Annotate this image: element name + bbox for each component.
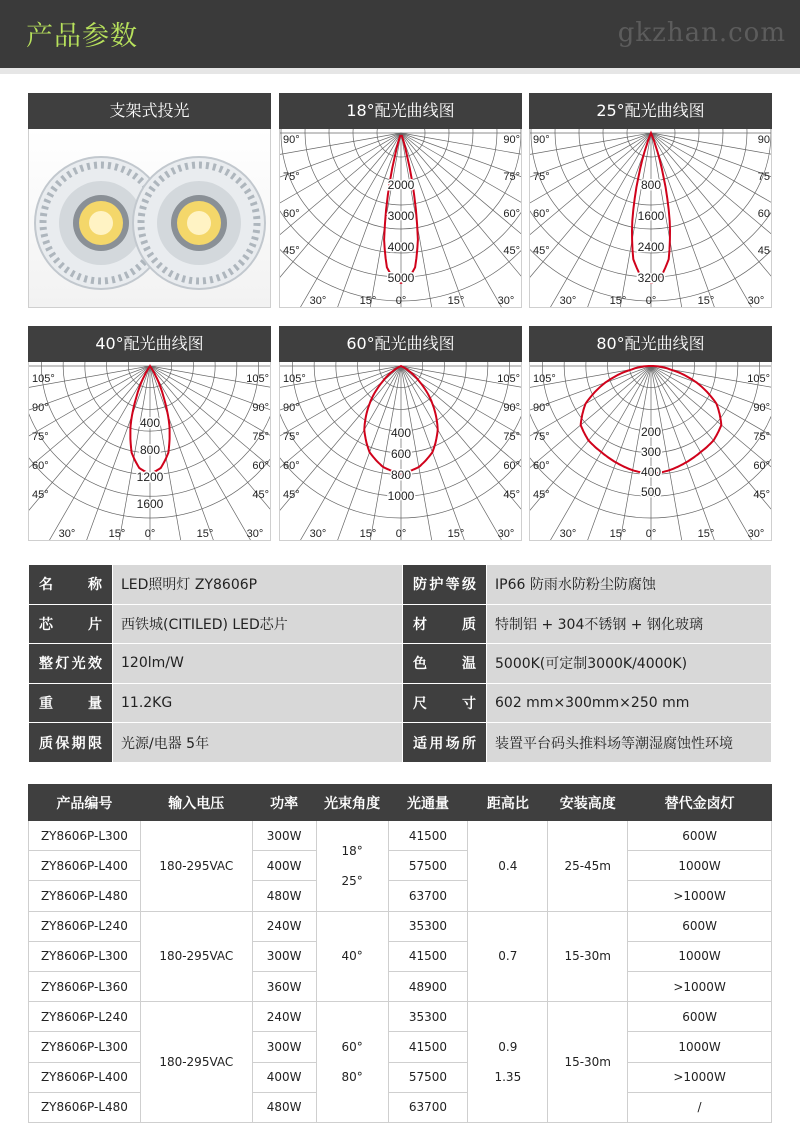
replacement-cell: >1000W [628,1062,772,1092]
angle-label-left: 75° [32,431,49,443]
power-cell: 400W [252,1062,316,1092]
radial-value-label: 3000 [387,209,415,223]
replacement-cell: / [628,1092,772,1122]
spec-value: LED照明灯 ZY8606P [113,565,403,605]
spec-key: 芯片 [29,604,113,644]
angle-label-left: 90° [533,134,550,146]
radial-value-label: 400 [139,416,161,430]
beam-angle-cell-value: 40° [341,949,363,964]
angle-label-bottom: 30° [309,528,327,540]
beam-angle-cell [316,1002,388,1123]
radial-value-label: 400 [640,465,662,479]
angle-label-bottom: 0° [395,528,407,540]
flux-cell: 41500 [388,1032,468,1062]
angle-label-left: 105° [32,373,55,385]
spec-key: 防护等级 [403,565,487,605]
beam-angle-cell-value: 80° [341,1070,363,1084]
angle-label-right: 75° [503,431,520,443]
panel-curve-25 [529,93,772,308]
model-cell: ZY8606P-L400 [29,1062,141,1092]
spec-key: 适用场所 [403,723,487,763]
spec-value: 装置平台码头推料场等潮湿腐蚀性环境 [487,723,772,763]
spec-key: 尺寸 [403,683,487,723]
polar-chart-svg [29,362,271,541]
column-header: 输入电压 [140,785,252,821]
angle-label-left: 75° [283,431,300,443]
ratio-cell [468,1002,548,1123]
product-table [28,784,772,1123]
model-cell: ZY8606P-L480 [29,881,141,911]
model-cell: ZY8606P-L300 [29,821,141,851]
angle-label-left: 45° [533,245,550,257]
spec-key: 名称 [29,565,113,605]
column-header: 功率 [252,785,316,821]
angle-label-right: 90° [503,134,520,146]
ratio-cell [468,911,548,1002]
angle-label-left: 60° [283,460,300,472]
panel-curve-18 [279,93,522,308]
spec-row [29,683,772,723]
model-cell: ZY8606P-L300 [29,1032,141,1062]
flux-cell: 57500 [388,1062,468,1092]
angle-label-left: 90° [283,402,300,414]
angle-label-right: 60° [753,460,770,472]
angle-label-left: 90° [533,402,550,414]
flux-cell: 63700 [388,881,468,911]
height-cell: 15-30m [548,1002,628,1123]
angle-label-bottom: 15° [359,295,377,307]
radial-value-label: 1600 [637,209,665,223]
angle-label-right: 90° [753,402,770,414]
flux-cell: 41500 [388,821,468,851]
power-cell: 480W [252,1092,316,1122]
height-cell: 25-45m [548,821,628,912]
angle-label-right: 45° [753,489,770,501]
column-header: 光束角度 [316,785,388,821]
radial-value-label: 500 [640,485,662,499]
angle-label-bottom: 30° [309,295,327,307]
column-header: 安装高度 [548,785,628,821]
angle-label-right: 90° [252,402,269,414]
spec-key: 质保期限 [29,723,113,763]
spec-row [29,723,772,763]
power-cell: 300W [252,1032,316,1062]
spec-key: 色温 [403,644,487,684]
angle-label-bottom: 15° [697,528,715,540]
replacement-cell: 600W [628,821,772,851]
angle-label-right: 45° [252,489,269,501]
spec-key: 材质 [403,604,487,644]
flux-cell: 41500 [388,941,468,971]
table-row [29,941,772,971]
panel-title: 25°配光曲线图 [529,93,772,129]
table-row [29,1092,772,1122]
panel-title: 18°配光曲线图 [279,93,522,129]
table-row [29,881,772,911]
table-row [29,821,772,851]
angle-label-bottom: 30° [58,528,76,540]
spec-value: 光源/电器 5年 [113,723,403,763]
angle-label-bottom: 30° [559,295,577,307]
angle-label-bottom: 15° [447,528,465,540]
angle-label-left: 75° [283,171,300,183]
floodlight-illustration [29,129,271,308]
angle-label-right: 105° [497,373,520,385]
table-row [29,911,772,941]
beam-angle-cell [316,821,388,912]
angle-label-right: 60° [503,208,520,220]
angle-label-bottom: 30° [559,528,577,540]
panel-title: 40°配光曲线图 [28,326,271,362]
angle-label-left: 60° [32,460,49,472]
column-header: 光通量 [388,785,468,821]
polar-chart-svg [530,129,772,308]
angle-label-bottom: 15° [359,528,377,540]
table-row [29,1032,772,1062]
ratio-cell-value: 0.4 [498,858,518,873]
model-cell: ZY8606P-L400 [29,851,141,881]
power-cell: 360W [252,971,316,1001]
angle-label-left: 105° [283,373,306,385]
panel-curve-40 [28,326,271,541]
page-header [0,0,800,68]
beam-angle-cell-value: 18° [341,843,363,858]
radial-value-label: 2400 [637,240,665,254]
radial-value-label: 2000 [387,178,415,192]
angle-label-bottom: 15° [447,295,465,307]
radial-value-label: 1000 [387,489,415,503]
polar-chart-svg [280,129,522,308]
ratio-cell-value: 1.35 [494,1070,522,1084]
ratio-cell-value: 0.7 [498,949,518,964]
angle-label-right: 90° [503,402,520,414]
angle-label-left: 75° [533,431,550,443]
replacement-cell: 1000W [628,851,772,881]
angle-label-bottom: 0° [645,528,657,540]
angle-label-left: 45° [533,489,550,501]
replacement-cell: >1000W [628,971,772,1001]
polar-chart-80 [529,362,772,541]
replacement-cell: 1000W [628,1032,772,1062]
angle-label-bottom: 30° [497,528,515,540]
power-cell: 300W [252,941,316,971]
angle-label-right: 60° [252,460,269,472]
model-cell: ZY8606P-L480 [29,1092,141,1122]
angle-label-left: 60° [533,460,550,472]
voltage-cell: 180-295VAC [140,911,252,1002]
angle-label-bottom: 15° [108,528,126,540]
spec-value: 11.2KG [113,683,403,723]
column-header: 替代金卤灯 [628,785,772,821]
polar-chart-svg [530,362,772,541]
spec-row [29,604,772,644]
replacement-cell: >1000W [628,881,772,911]
angle-label-left: 45° [32,489,49,501]
spec-row [29,565,772,605]
radial-value-label: 800 [139,443,161,457]
panel-curve-60 [279,326,522,541]
replacement-cell: 600W [628,911,772,941]
polar-chart-25 [529,129,772,308]
radial-value-label: 4000 [387,240,415,254]
angle-label-left: 45° [283,489,300,501]
angle-label-right: 75° [753,431,770,443]
angle-label-left: 60° [283,208,300,220]
panel-title: 60°配光曲线图 [279,326,522,362]
angle-label-bottom: 0° [144,528,156,540]
height-cell: 15-30m [548,911,628,1002]
angle-label-bottom: 15° [609,528,627,540]
polar-chart-svg [280,362,522,541]
beam-angle-cell [316,911,388,1002]
polar-chart-18 [279,129,522,308]
column-header: 产品编号 [29,785,141,821]
voltage-cell: 180-295VAC [140,1002,252,1123]
angle-label-left: 45° [283,245,300,257]
header-divider [0,68,800,74]
spec-value: 602 mm×300mm×250 mm [487,683,772,723]
radial-value-label: 1200 [136,470,164,484]
angle-label-bottom: 15° [196,528,214,540]
replacement-cell: 1000W [628,941,772,971]
angle-label-left: 90° [283,134,300,146]
power-cell: 240W [252,1002,316,1032]
angle-label-left: 60° [533,208,550,220]
flux-cell: 57500 [388,851,468,881]
product-photo [28,129,271,308]
angle-label-right: 75 [757,171,770,183]
angle-label-bottom: 15° [697,295,715,307]
page-title: 产品参数 [26,21,138,52]
angle-label-bottom: 30° [747,528,765,540]
polar-chart-60 [279,362,522,541]
angle-label-bottom: 30° [747,295,765,307]
angle-label-left: 90° [32,402,49,414]
panel-curve-80 [529,326,772,541]
flux-cell: 63700 [388,1092,468,1122]
panel-title: 80°配光曲线图 [529,326,772,362]
model-cell: ZY8606P-L240 [29,1002,141,1032]
beam-angle-cell-value: 60° [341,1040,363,1054]
voltage-cell: 180-295VAC [140,821,252,912]
table-row [29,851,772,881]
model-cell: ZY8606P-L360 [29,971,141,1001]
radial-value-label: 300 [640,445,662,459]
spec-key: 整灯光效 [29,644,113,684]
beam-angle-cell-value: 25° [341,873,363,888]
spec-value: 特制铝 + 304不锈钢 + 钢化玻璃 [487,604,772,644]
panel-product-photo [28,93,271,308]
angle-label-right: 75° [252,431,269,443]
radial-value-label: 800 [390,468,412,482]
angle-label-bottom: 0° [645,295,657,307]
power-cell: 400W [252,851,316,881]
panel-title: 支架式投光 [28,93,271,129]
power-cell: 240W [252,911,316,941]
angle-label-right: 60° [503,460,520,472]
model-cell: ZY8606P-L300 [29,941,141,971]
flux-cell: 35300 [388,911,468,941]
radial-value-label: 200 [640,425,662,439]
replacement-cell: 600W [628,1002,772,1032]
radial-value-label: 3200 [637,271,665,285]
ratio-cell [468,821,548,912]
spec-row [29,644,772,684]
angle-label-bottom: 30° [246,528,264,540]
spec-value: 120lm/W [113,644,403,684]
power-cell: 480W [252,881,316,911]
spec-value: 西铁城(CITILED) LED芯片 [113,604,403,644]
watermark: gkzhan.com [617,18,786,48]
angle-label-right: 60 [757,208,770,220]
table-row [29,1002,772,1032]
table-row [29,1062,772,1092]
power-cell: 300W [252,821,316,851]
flux-cell: 48900 [388,971,468,1001]
radial-value-label: 1600 [136,497,164,511]
angle-label-left: 75° [533,171,550,183]
angle-label-right: 105° [747,373,770,385]
polar-chart-40 [28,362,271,541]
angle-label-bottom: 15° [609,295,627,307]
spec-value: IP66 防雨水防粉尘防腐蚀 [487,565,772,605]
angle-label-right: 45 [757,245,770,257]
spec-value: 5000K(可定制3000K/4000K) [487,644,772,684]
angle-label-bottom: 0° [395,295,407,307]
radial-value-label: 600 [390,447,412,461]
column-header: 距高比 [468,785,548,821]
flux-cell: 35300 [388,1002,468,1032]
angle-label-right: 45° [503,245,520,257]
angle-label-right: 45° [503,489,520,501]
spec-table [28,564,772,763]
angle-label-right: 105° [246,373,269,385]
model-cell: ZY8606P-L240 [29,911,141,941]
angle-label-right: 75° [503,171,520,183]
radial-value-label: 400 [390,426,412,440]
radial-value-label: 800 [640,178,662,192]
spec-key: 重量 [29,683,113,723]
angle-label-left: 105° [533,373,556,385]
ratio-cell-value: 0.9 [498,1040,518,1054]
angle-label-right: 90 [757,134,770,146]
table-row [29,971,772,1001]
radial-value-label: 5000 [387,271,415,285]
angle-label-bottom: 30° [497,295,515,307]
